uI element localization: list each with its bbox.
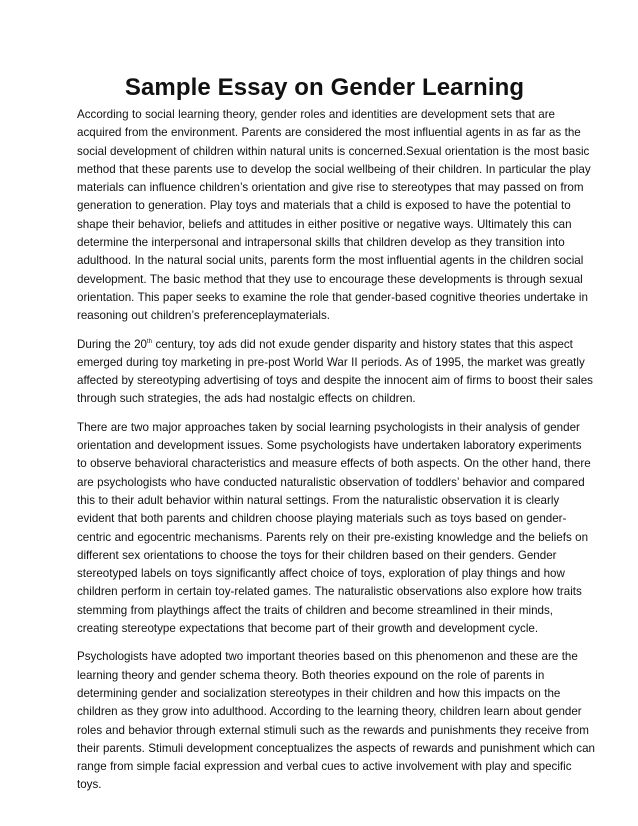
- text-line: determine the interpersonal and intrapersonal skills that children develop as they transition into: [77, 236, 565, 250]
- text-line: reasoning out children’s preferenceplaymaterials.: [77, 309, 331, 323]
- text-line: are psychologists who have conducted naturalistic observation of toddlers’ behavior and compared: [77, 475, 585, 489]
- text-line: this to their adult behavior within natural settings. From the naturalistic observation it is clearly: [77, 493, 560, 507]
- text-line: stemming from playthings affect the traits of children and become streamlined in their minds,: [77, 603, 554, 617]
- text-line: roles and behavior through external stimuli such as the rewards and punishments they receive from: [77, 723, 589, 737]
- text-line: stereotyped labels on toys significantly affect choice of toys, exploration of play things and how: [77, 567, 565, 581]
- paragraph-1: [77, 106, 591, 326]
- text-line: According to social learning theory, gender roles and identities are development sets that are: [77, 108, 556, 121]
- paragraph-3: [77, 419, 591, 639]
- ordinal-suffix: th: [147, 338, 153, 345]
- essay-title: Sample Essay on Gender Learning: [124, 74, 525, 101]
- text-line: centric and egocentric mechanisms. Parents rely on their pre-existing knowledge and the beliefs on: [77, 530, 589, 544]
- text-line: Psychologists have adopted two important theories based on this phenomenon and these are the: [77, 650, 578, 664]
- text-line: acquired from the environment. Parents are considered the most influential agents in as far as the: [77, 126, 581, 140]
- text-line: orientation and development issues. Some psychologists have undertaken laboratory experiments: [77, 439, 582, 453]
- text-line: shape their behavior, beliefs and attitudes in either positive or negative ways. Ultimately this can: [77, 217, 572, 231]
- text-line: materials can influence children’s orientation and give rise to stereotypes that may passed on from: [77, 181, 584, 195]
- text-line: their parents. Stimuli development conceptualizes the aspects of rewards and punishment which can: [77, 741, 595, 755]
- paragraph-4: [77, 648, 595, 794]
- text-line: emerged during toy marketing in pre-post World War II periods. As of 1995, the market was greatly: [77, 355, 585, 369]
- text-line: affected by stereotyping advertising of toys and despite the innocent aim of firms to boost their sales: [77, 374, 593, 388]
- text-line: different sex orientations to choose the toys for their children based on their genders. Gender: [77, 548, 557, 562]
- text-line: to observe behavioral characteristics and measure effects of both aspects. On the other hand, there: [77, 457, 591, 471]
- text-line: learning theory and gender schema theory. Both theories expound on the role of parents in: [77, 668, 545, 682]
- text-line: toys.: [77, 778, 102, 792]
- text-line: method that these parents use to develop the social wellbeing of their children. In particular the play: [77, 162, 591, 176]
- text-line: development. The basic method that they use to encourage these developments is through sexual: [77, 272, 583, 286]
- text-line: range from simple facial expression and verbal cues to active involvement with play and specific: [77, 760, 572, 774]
- text-fragment: During the 20: [77, 337, 148, 351]
- text-fragment: century, toy ads did not exude gender disparity and history states that this aspect: [152, 337, 573, 351]
- text-line: children as they grow into adulthood. According to the learning theory, children learn about gender: [77, 705, 582, 719]
- text-line: There are two major approaches taken by social learning psychologists in their analysis of gender: [77, 420, 580, 434]
- text-line: adulthood. In the natural social units, parents form the most influential agents in the children social: [77, 254, 584, 268]
- text-line: children perform in certain toy-related games. The naturalistic observations also explore how traits: [77, 585, 582, 599]
- paragraph-2: [77, 336, 593, 409]
- text-line: orientation. This paper seeks to examine the role that gender-based cognitive theories undertake in: [77, 290, 588, 304]
- text-line: determining gender and socialization stereotypes in their children and how this impacts on the: [77, 686, 561, 700]
- text-line: creating stereotype expectations that become part of their growth and development cycle.: [77, 622, 539, 636]
- text-line: [77, 336, 572, 354]
- text-line: social development of children within natural units is concerned.Sexual orientation is the most basic: [77, 144, 590, 158]
- text-line: evident that both parents and children choose playing materials such as toys based on gender-: [77, 512, 567, 526]
- text-line: through such strategies, the ads had nostalgic effects on children.: [77, 392, 416, 406]
- text-line: generation to generation. Play toys and materials that a child is exposed to have the potential to: [77, 199, 571, 213]
